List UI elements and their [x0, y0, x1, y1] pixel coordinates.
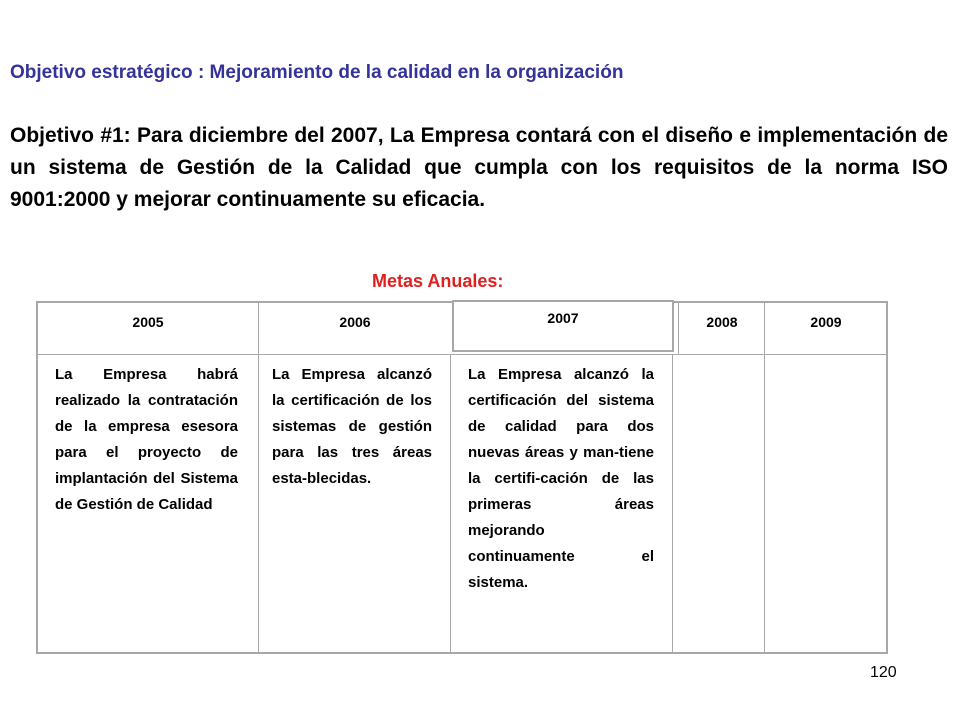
column-divider: [764, 301, 765, 654]
year-header-2005: 2005: [132, 314, 164, 330]
column-divider: [672, 354, 673, 654]
year-header-2008: 2008: [706, 314, 738, 330]
year-header-2007: 2007: [547, 310, 579, 326]
year-header-2006: 2006: [339, 314, 371, 330]
column-divider: [450, 354, 451, 654]
strategic-objective-heading: Objetivo estratégico : Mejoramiento de la calidad en la organización: [10, 62, 624, 83]
cell-2005: La Empresa habrá realizado la contratación de la empresa esesora para el proyecto de implantación del Sistema de Gestión de Calidad: [55, 366, 238, 513]
table-header-divider: [36, 354, 888, 355]
cell-2006: La Empresa alcanzó la certificación de los sistemas de gestión para las tres áreas esta-blecidas.: [272, 366, 432, 487]
column-divider: [258, 301, 259, 654]
column-divider: [678, 301, 679, 354]
year-header-2009: 2009: [810, 314, 842, 330]
page-number: 120: [870, 664, 897, 681]
metas-anuales-heading: Metas Anuales:: [372, 271, 504, 291]
year-2007-header-box: [452, 300, 674, 352]
objective-1-paragraph: Objetivo #1: Para diciembre del 2007, La Empresa contará con el diseño e implementación de un sistema de Gestión de la Calidad que cumpla con los requisitos de la norma ISO 9001:2000 y mejorar continuamente su eficacia.: [10, 124, 948, 211]
cell-2007: La Empresa alcanzó la certificación del sistema de calidad para dos nuevas áreas y man-tiene la certifi-cación de las primeras áreas mejorando continuamente el sistema.: [468, 366, 654, 591]
